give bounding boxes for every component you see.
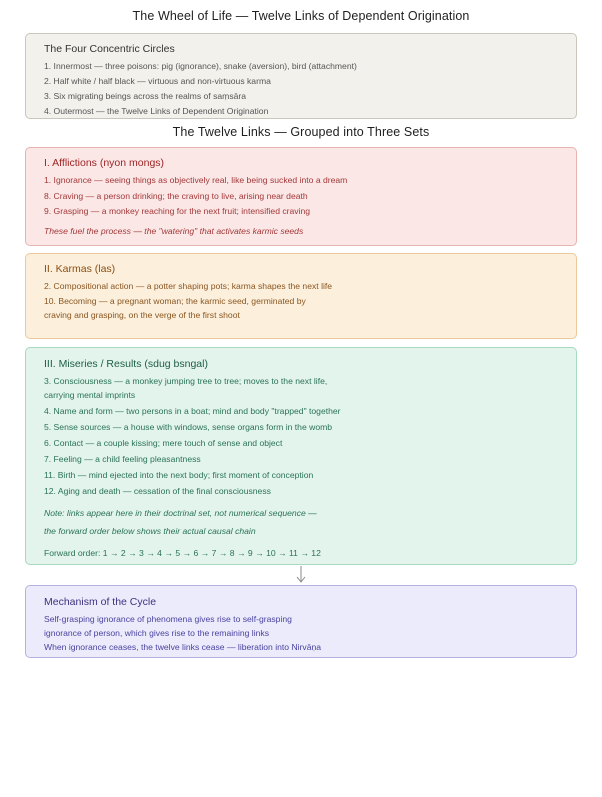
link-item: carrying mental imprints <box>44 390 136 400</box>
link-item: 12. Aging and death — cessation of the final consciousness <box>44 486 271 496</box>
circle-item: 3. Six migrating beings across the realms of saṃsāra <box>44 91 247 101</box>
miseries-note: Note: links appear here in their doctrinal set, not numerical sequence — <box>44 508 317 518</box>
link-item: 6. Contact — a couple kissing; mere touch of sense and object <box>44 438 283 448</box>
link-item: 1. Ignorance — seeing things as objectively real, like being sucked into a dream <box>44 175 348 185</box>
mechanism-item: Self-grasping ignorance of phenomena gives rise to self-grasping <box>44 614 292 624</box>
mechanism-heading: Mechanism of the Cycle <box>44 596 157 608</box>
down-arrow-icon <box>295 566 307 584</box>
afflictions-box <box>25 147 577 246</box>
link-item: 7. Feeling — a child feeling pleasantness <box>44 454 201 464</box>
link-item: 11. Birth — mind ejected into the next body; first moment of conception <box>44 470 314 480</box>
karmas-heading: II. Karmas (las) <box>44 263 116 275</box>
link-item: craving and grasping, on the verge of the first shoot <box>44 310 240 320</box>
circle-item: 1. Innermost — three poisons: pig (ignorance), snake (aversion), bird (attachment) <box>44 61 357 71</box>
mechanism-item: When ignorance ceases, the twelve links cease — liberation into Nirvāṇa <box>44 642 322 652</box>
link-item: 4. Name and form — two persons in a boat; mind and body "trapped" together <box>44 406 341 416</box>
link-item: 3. Consciousness — a monkey jumping tree to tree; moves to the next life, <box>44 376 328 386</box>
section-title: The Twelve Links — Grouped into Three Sets <box>172 125 430 139</box>
circle-item: 4. Outermost — the Twelve Links of Dependent Origination <box>44 106 269 116</box>
afflictions-note: These fuel the process — the "watering" that activates karmic seeds <box>44 225 304 236</box>
miseries-heading: III. Miseries / Results (sdug bsngal) <box>44 358 208 370</box>
mechanism-box <box>25 585 577 658</box>
afflictions-heading: I. Afflictions (nyon mongs) <box>44 157 165 169</box>
concentric-circles-box <box>25 33 577 119</box>
link-item: 5. Sense sources — a house with windows, sense organs form in the womb <box>44 422 333 432</box>
miseries-note: the forward order below shows their actual causal chain <box>44 526 256 536</box>
link-item: 8. Craving — a person drinking; the craving to live, arising near death <box>44 190 308 201</box>
link-item: 9. Grasping — a monkey reaching for the next fruit; intensified craving <box>44 206 311 216</box>
link-item: 2. Compositional action — a potter shaping pots; karma shapes the next life <box>44 281 333 291</box>
link-item: 10. Becoming — a pregnant woman; the karmic seed, germinated by <box>44 295 306 306</box>
karmas-box <box>25 253 577 339</box>
mechanism-item: ignorance of person, which gives rise to the remaining links <box>44 628 269 638</box>
forward-order: Forward order: 1 → 2 → 3 → 4 → 5 → 6 → 7 → 8 → 9 → 10 → 11 → 12 <box>44 548 321 558</box>
diagram-title: The Wheel of Life — Twelve Links of Dependent Origination <box>132 9 470 23</box>
circles-heading: The Four Concentric Circles <box>44 43 175 55</box>
circle-item: 2. Half white / half black — virtuous and non-virtuous karma <box>44 76 271 86</box>
miseries-box <box>25 347 577 565</box>
